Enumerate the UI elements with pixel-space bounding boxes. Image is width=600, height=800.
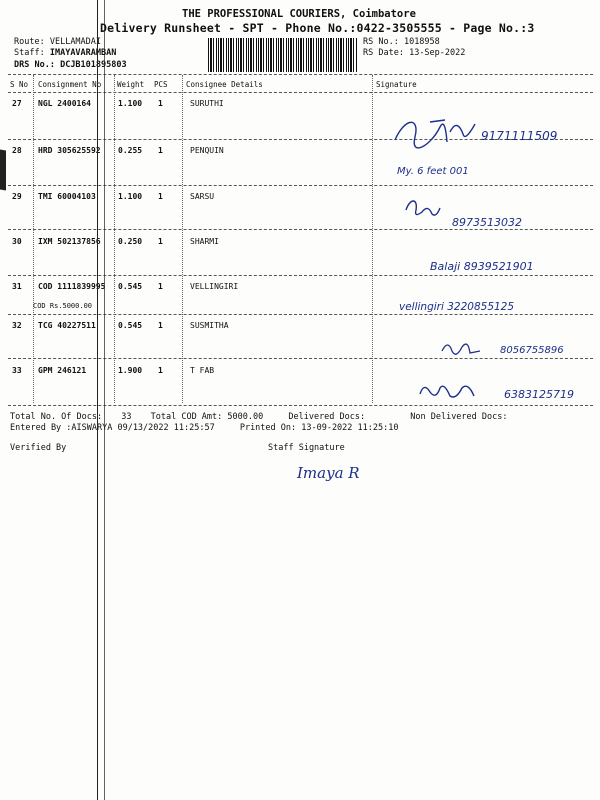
rs-no-value: 1018958 xyxy=(403,37,440,47)
row-sno: 31 xyxy=(12,282,22,291)
row-consignee: SUSMITHA xyxy=(190,321,229,330)
total-cod-value: 5000.00 xyxy=(227,412,264,422)
staff-label: Staff: xyxy=(14,48,45,58)
verified-by: Verified By xyxy=(10,443,67,453)
col-header-signature: Signature xyxy=(376,80,417,89)
row-pcs: 1 xyxy=(158,146,163,155)
scan-fold-line xyxy=(97,0,98,800)
scan-fold-line xyxy=(104,0,105,800)
row-consignment: COD 1111839995 xyxy=(38,282,106,291)
col-header-pcs: PCS xyxy=(154,80,168,89)
row-consignee: T FAB xyxy=(190,366,215,375)
entered-by-line xyxy=(10,423,398,433)
printed-on: Printed On: 13-09-2022 11:25:10 xyxy=(239,423,399,433)
route-value: VELLAMADAI xyxy=(49,37,102,47)
signature-row-30 xyxy=(428,250,558,280)
entered-by: Entered By :AISWARYA 09/13/2022 11:25:57 xyxy=(10,423,215,433)
rs-date-label: RS Date: xyxy=(363,48,404,58)
row-consignment: IXM 502137856 xyxy=(38,237,101,246)
summary-line xyxy=(10,412,507,422)
rs-no-line xyxy=(363,37,440,47)
col-header-consignment: Consignment No xyxy=(38,80,102,89)
row-weight: 1.100 xyxy=(118,192,143,201)
drs-label: DRS No.: xyxy=(14,60,55,70)
total-docs-label: Total No. Of Docs: xyxy=(10,412,103,422)
signature-row-27 xyxy=(385,112,575,152)
row-consignment: GPM 246121 xyxy=(38,366,87,375)
row-sno: 29 xyxy=(12,192,22,201)
row-pcs: 1 xyxy=(158,282,163,291)
staff-line xyxy=(14,48,116,58)
row-pcs: 1 xyxy=(158,192,163,201)
total-docs-value: 33 xyxy=(121,412,132,422)
col-header-consignee: Consignee Details xyxy=(186,80,263,89)
signature-row-31 xyxy=(397,290,587,320)
row-pcs: 1 xyxy=(158,99,163,108)
table-top-rule xyxy=(8,74,593,75)
row-signature-text: 8973513032 xyxy=(452,216,522,229)
row-sno: 33 xyxy=(12,366,22,375)
row-consignee: VELLINGIRI xyxy=(190,282,239,291)
row-weight: 1.100 xyxy=(118,99,143,108)
runsheet-title: Delivery Runsheet - SPT - Phone No.:0422-3505555 - Page No.:3 xyxy=(100,21,535,35)
col-divider xyxy=(372,75,373,403)
col-header-weight: Weight xyxy=(117,80,145,89)
company-name: THE PROFESSIONAL COURIERS, Coimbatore xyxy=(182,8,416,20)
table-header-rule xyxy=(8,92,593,93)
row-pcs: 1 xyxy=(158,237,163,246)
row-sno: 28 xyxy=(12,146,22,155)
route-line xyxy=(14,37,101,47)
rs-no-label: RS No.: xyxy=(363,37,399,47)
row-consignee: SHARMI xyxy=(190,237,219,246)
non-delivered-docs-label: Non Delivered Docs: xyxy=(410,412,508,422)
row-sno: 32 xyxy=(12,321,22,330)
row-signature-text: My. 6 feet 001 xyxy=(397,166,469,177)
row-weight: 1.900 xyxy=(118,366,143,375)
signature-row-28 xyxy=(395,150,515,186)
row-signature-text: 6383125719 xyxy=(504,388,574,401)
row-pcs: 1 xyxy=(158,366,163,375)
signature-row-33 xyxy=(418,378,588,408)
col-divider xyxy=(33,75,34,403)
row-sno: 30 xyxy=(12,237,22,246)
row-weight: 0.545 xyxy=(118,321,143,330)
staff-signature-label: Staff Signature xyxy=(268,443,345,453)
row-consignee: SARSU xyxy=(190,192,215,201)
col-header-sno: S No xyxy=(10,80,29,89)
row-consignment: HRD 305625592 xyxy=(38,146,101,155)
cod-amount-note: COD Rs.5000.00 xyxy=(33,302,93,310)
row-pcs: 1 xyxy=(158,321,163,330)
route-label: Route: xyxy=(14,37,45,47)
row-signature-text: 9171111509 xyxy=(481,129,558,143)
row-signature-text: Balaji 8939521901 xyxy=(430,260,534,273)
row-consignment: TMI 60004103 xyxy=(38,192,96,201)
row-signature-text: vellingiri 3220855125 xyxy=(399,301,515,313)
row-signature-text: 8056755896 xyxy=(500,345,564,356)
barcode xyxy=(208,38,358,72)
col-divider xyxy=(182,75,183,403)
staff-signature xyxy=(295,458,385,486)
col-divider xyxy=(114,75,115,403)
drs-value: DCJB101895803 xyxy=(60,60,127,70)
signature-row-32 xyxy=(440,335,580,363)
delivered-docs-label: Delivered Docs: xyxy=(288,412,366,422)
drs-line xyxy=(14,60,127,70)
row-weight: 0.250 xyxy=(118,237,143,246)
row-weight: 0.255 xyxy=(118,146,143,155)
row-consignee: PENQUIN xyxy=(190,146,224,155)
signature-row-29 xyxy=(404,196,574,232)
total-cod-label: Total COD Amt: xyxy=(150,412,223,422)
rs-date-value: 13-Sep-2022 xyxy=(409,48,466,58)
row-sno: 27 xyxy=(12,99,22,108)
staff-value: IMAYAVARAMBAN xyxy=(49,48,117,58)
rs-date-line xyxy=(363,48,465,58)
row-weight: 0.545 xyxy=(118,282,143,291)
row-consignee: SURUTHI xyxy=(190,99,224,108)
row-consignment: TCG 40227511 xyxy=(38,321,96,330)
row-consignment: NGL 2400164 xyxy=(38,99,91,108)
staff-signature-text: Imaya R xyxy=(297,464,360,482)
scan-edge-mark xyxy=(0,149,6,190)
